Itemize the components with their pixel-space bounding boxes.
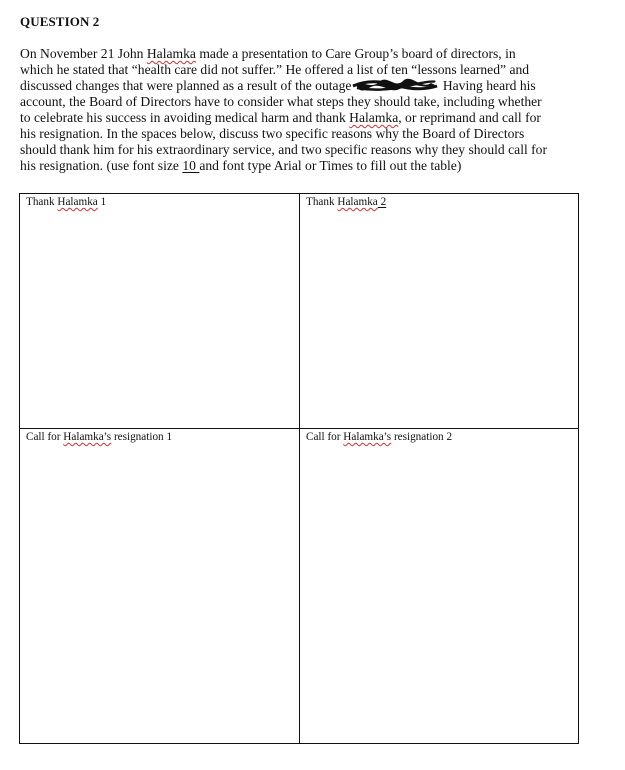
spellcheck-word[interactable]: Halamka [349,110,399,125]
font-size-underline: 10 [182,158,200,173]
cell-call-resignation-1[interactable]: Call for Halamka’s resignation 1 [26,431,173,443]
paragraph-line: his resignation. (use font size 10 and font type Arial or Times to fill out the table) [20,158,462,173]
paragraph-line: his resignation. In the spaces below, discuss two specific reasons why the Board of Directors [20,126,525,141]
spellcheck-word[interactable]: Halamka [146,46,196,61]
paragraph-line: to celebrate his success in avoiding medical harm and thank Halamka, or reprimand and call for [20,110,541,125]
redaction-scribble [351,79,439,91]
paragraph-line: On November 21 John Halamka made a presentation to Care Group’s board of directors, in [20,46,516,61]
cell-call-resignation-2[interactable]: Call for Halamka’s resignation 2 [306,431,453,443]
cell-underlined-number: 2 [380,196,387,208]
spellcheck-word[interactable]: Halamka [337,196,378,208]
question-paragraph [20,46,605,174]
paragraph-line: account, the Board of Directors have to consider what steps they should take, including whether [20,94,542,109]
spellcheck-word[interactable]: Halamka’s [343,431,392,443]
question-heading: QUESTION 2 [20,14,100,29]
table-divider-horizontal [20,428,578,429]
table-divider-vertical [299,194,300,743]
spellcheck-word[interactable]: Halamka’s [63,431,112,443]
paragraph-line: should thank him for his extraordinary service, and two specific reasons why they should call for [20,142,547,157]
paragraph-line: discussed changes that were planned as a result of the outage Having heard his [20,78,536,93]
cell-thank-halamka-1[interactable]: Thank Halamka 1 [26,196,107,208]
spellcheck-word[interactable]: Halamka [57,196,98,208]
answer-table [19,193,579,744]
cell-thank-halamka-2[interactable]: Thank Halamka 2 [306,196,387,208]
paragraph-line: which he stated that “health care did not suffer.” He offered a list of ten “lessons learned” and [20,62,530,77]
